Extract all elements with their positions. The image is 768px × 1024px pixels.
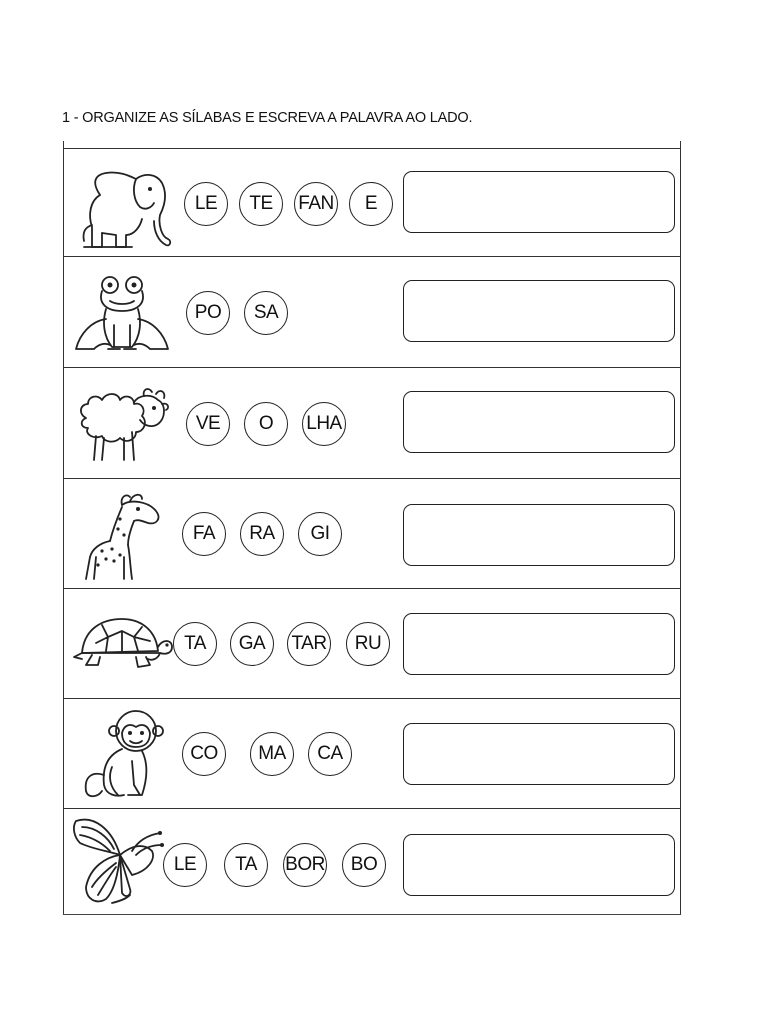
syllable-circle: PO <box>186 291 230 335</box>
answer-box[interactable] <box>403 504 675 566</box>
syllable-circle: TE <box>239 182 283 226</box>
frog-icon <box>72 263 172 359</box>
turtle-icon <box>72 595 172 691</box>
butterfly-icon <box>72 815 172 911</box>
answer-box[interactable] <box>403 280 675 342</box>
giraffe-icon <box>72 485 172 581</box>
answer-box[interactable] <box>403 391 675 453</box>
table-row <box>64 588 680 698</box>
syllable-circle: FAN <box>294 182 338 226</box>
table-row <box>64 478 680 588</box>
syllable-circle: MA <box>250 732 294 776</box>
syllable-circle: BOR <box>283 843 327 887</box>
syllable-circle: O <box>244 402 288 446</box>
table-row <box>64 367 680 478</box>
table-row <box>64 148 680 256</box>
syllable-circle: TAR <box>287 622 331 666</box>
elephant-icon <box>72 155 172 251</box>
syllable-circle: VE <box>186 402 230 446</box>
syllable-circle: FA <box>182 512 226 556</box>
answer-box[interactable] <box>403 613 675 675</box>
answer-box[interactable] <box>403 171 675 233</box>
syllable-circle: RA <box>240 512 284 556</box>
syllable-circle: E <box>349 182 393 226</box>
answer-box[interactable] <box>403 723 675 785</box>
syllable-circle: TA <box>173 622 217 666</box>
sheep-icon <box>72 374 172 470</box>
syllable-circle: LE <box>184 182 228 226</box>
monkey-icon <box>72 705 172 801</box>
syllable-circle: BO <box>342 843 386 887</box>
instruction-heading: 1 - ORGANIZE AS SÍLABAS E ESCREVA A PALAVRA AO LADO. <box>62 110 473 126</box>
syllable-circle: LE <box>163 843 207 887</box>
syllable-circle: GA <box>230 622 274 666</box>
worksheet-table <box>63 141 681 915</box>
syllable-circle: TA <box>224 843 268 887</box>
table-row <box>64 808 680 915</box>
answer-box[interactable] <box>403 834 675 896</box>
syllable-circle: CA <box>308 732 352 776</box>
syllable-circle: SA <box>244 291 288 335</box>
table-row <box>64 256 680 367</box>
syllable-circle: RU <box>346 622 390 666</box>
syllable-circle: GI <box>298 512 342 556</box>
syllable-circle: LHA <box>302 402 346 446</box>
table-row <box>64 698 680 808</box>
syllable-circle: CO <box>182 732 226 776</box>
